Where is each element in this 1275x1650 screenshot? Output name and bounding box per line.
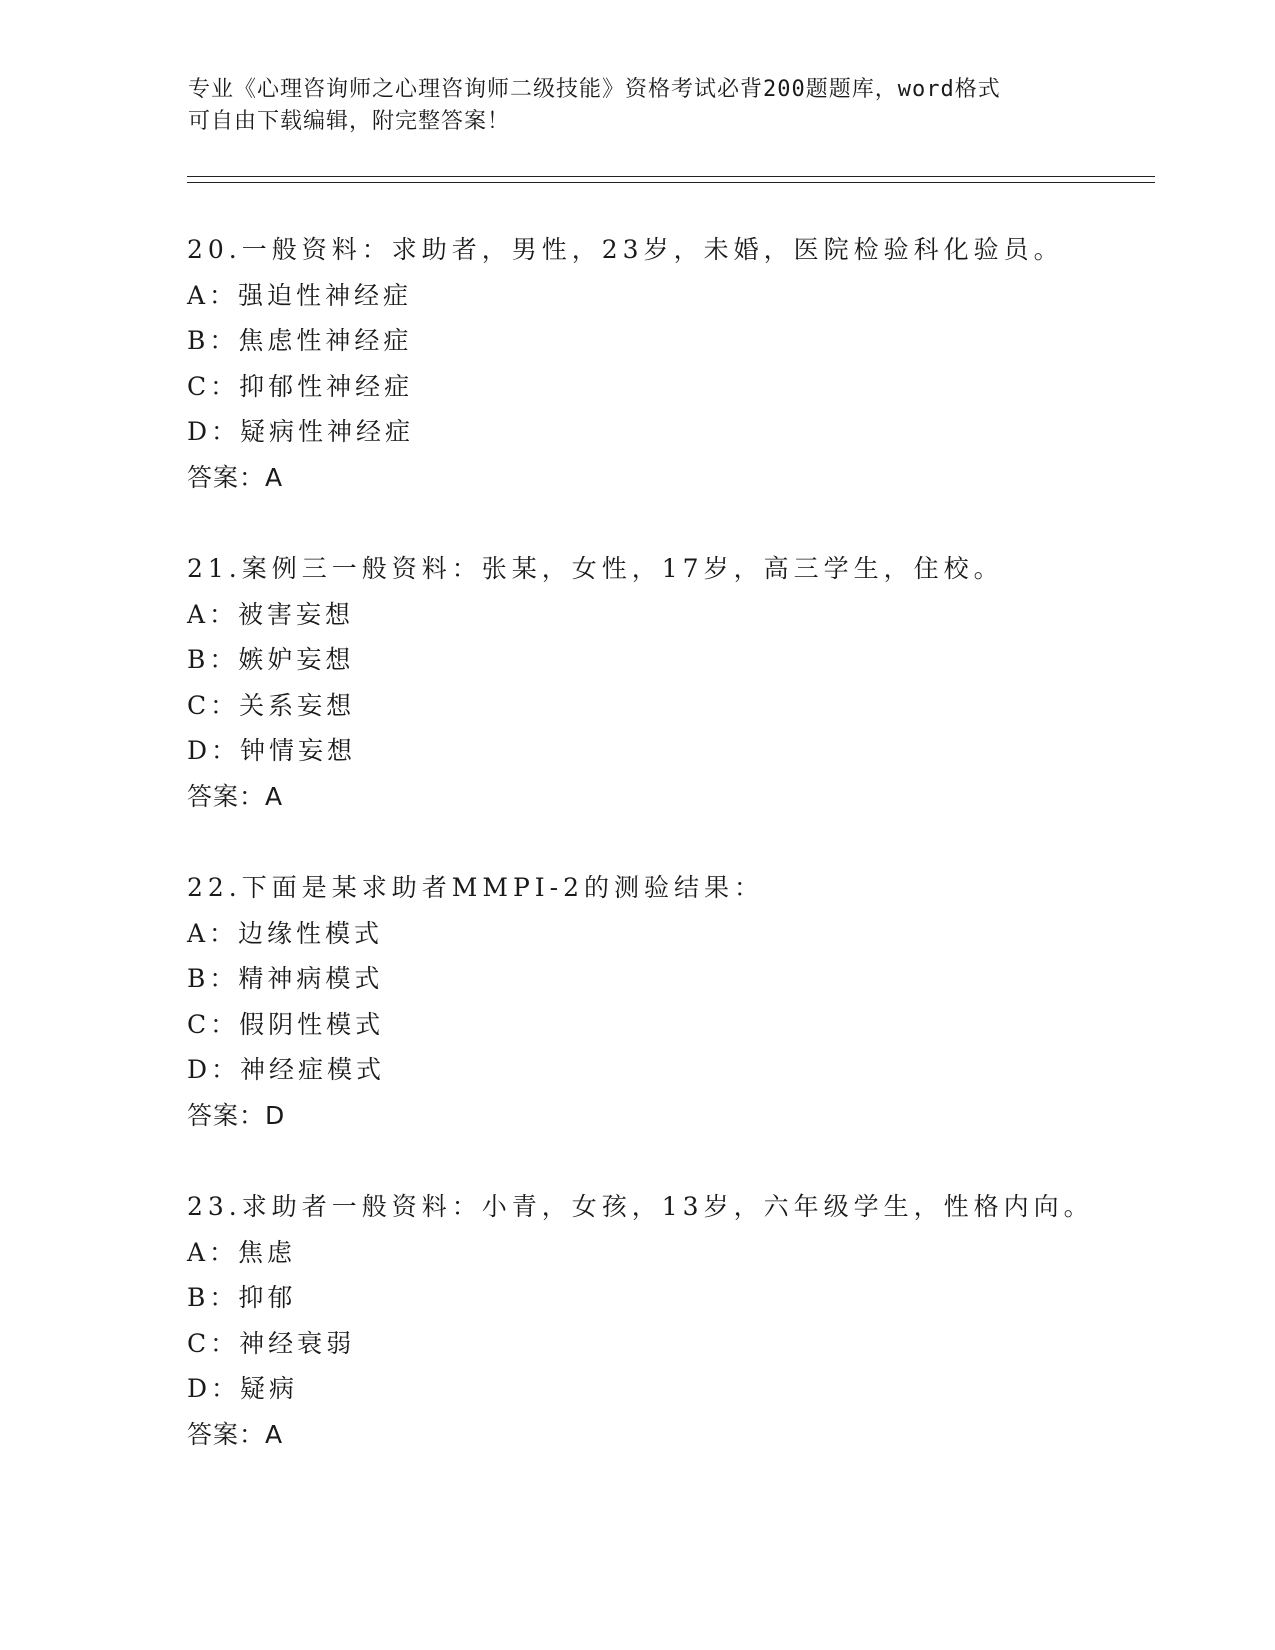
option-c: C：神经衰弱 <box>187 1328 356 1358</box>
option-b: B：焦虑性神经症 <box>187 326 413 355</box>
option-c: C：假阴性模式 <box>187 1009 385 1039</box>
question-stem: 23.求助者一般资料：小青，女孩，13岁，六年级学生，性格内向。 <box>187 1192 1094 1221</box>
answer-line: 答案：A <box>187 1419 284 1449</box>
document-header <box>188 74 1088 138</box>
question-stem: 21.案例三一般资料：张某，女性，17岁，高三学生，住校。 <box>187 554 1004 583</box>
option-b: B：精神病模式 <box>187 964 384 993</box>
answer-line: 答案：A <box>187 462 284 492</box>
question-block <box>187 865 1147 1138</box>
question-block <box>187 1184 1147 1457</box>
option-d: D：疑病 <box>187 1374 299 1403</box>
answer-line: 答案：A <box>187 781 284 811</box>
answer-line: 答案：D <box>187 1100 286 1130</box>
header-line-2: 可自由下载编辑，附完整答案！ <box>188 109 511 134</box>
option-a: A：边缘性模式 <box>187 918 384 948</box>
header-divider-bottom <box>187 182 1155 183</box>
option-b: B：嫉妒妄想 <box>187 645 355 674</box>
header-line-1: 专业《心理咨询师之心理咨询师二级技能》资格考试必背200题题库，word格式 <box>188 77 1001 102</box>
option-c: C：抑郁性神经症 <box>187 371 414 401</box>
question-stem: 22.下面是某求助者MMPI-2的测验结果： <box>187 873 765 902</box>
question-block <box>187 227 1147 500</box>
question-stem: 20.一般资料：求助者，男性，23岁，未婚，医院检验科化验员。 <box>187 235 1064 264</box>
option-d: D：神经症模式 <box>187 1055 386 1084</box>
option-c: C：关系妄想 <box>187 690 356 720</box>
option-a: A：焦虑 <box>187 1237 297 1267</box>
option-a: A：强迫性神经症 <box>187 280 413 310</box>
option-d: D：钟情妄想 <box>187 736 357 765</box>
question-block <box>187 546 1147 819</box>
header-divider-top <box>187 176 1155 177</box>
option-a: A：被害妄想 <box>187 599 355 629</box>
option-b: B：抑郁 <box>187 1283 297 1312</box>
option-d: D：疑病性神经症 <box>187 417 415 446</box>
